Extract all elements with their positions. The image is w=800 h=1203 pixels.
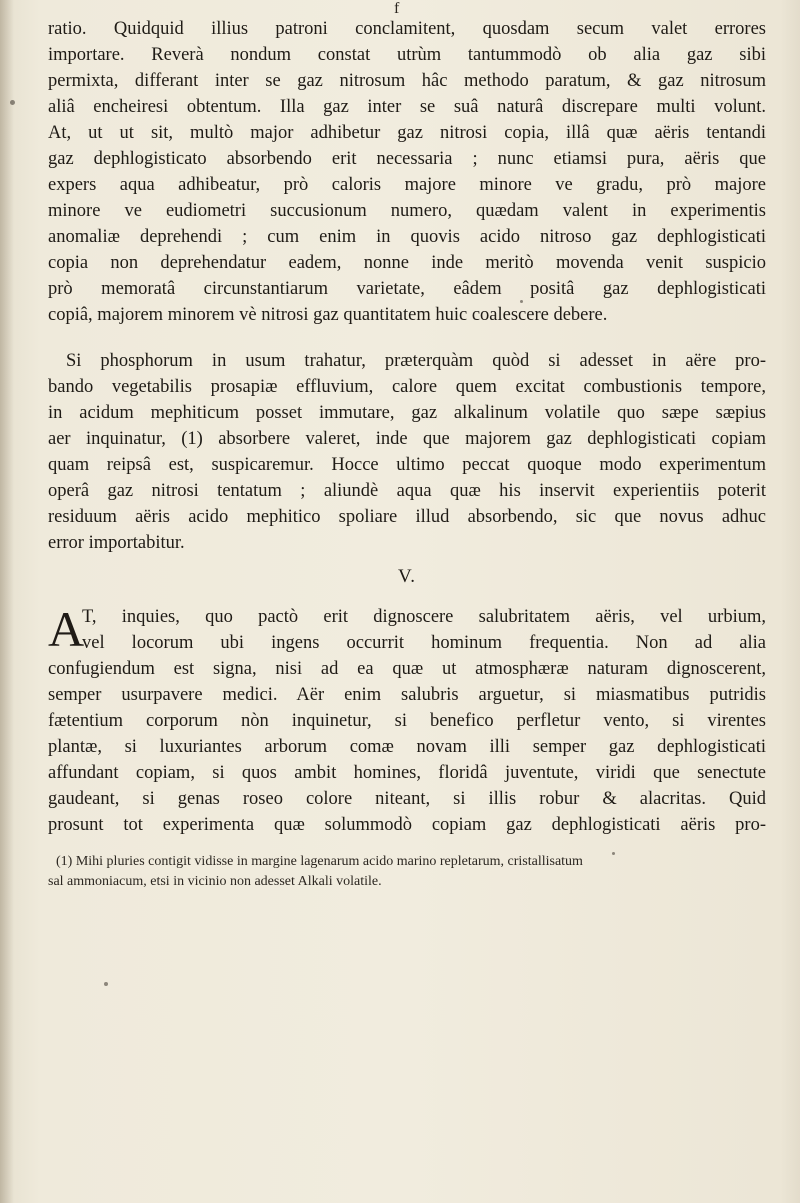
text-line: copiâ, majorem minorem vè nitrosi gaz quantitatem huic coalescere debere. [48, 305, 608, 325]
text-line: Si phosphorum in usum trahatur, præterquàm quòd si adesset in aëre pro- [66, 351, 766, 371]
text-line: T, inquies, quo pactò erit dignoscere salubritatem aëris, vel urbium, [82, 607, 766, 627]
text-line: aer inquinatur, (1) absorbere valeret, inde que majorem gaz dephlogisticati copiam [48, 429, 766, 449]
text-line: permixta, differant inter se gaz nitrosum hâc methodo paratum, & gaz nitrosum [48, 71, 766, 91]
text-line: residuum aëris acido mephitico spoliare illud absorbendo, sic que novus adhuc [48, 507, 766, 527]
section-heading: V. [397, 566, 417, 587]
page-mark: f [394, 0, 400, 17]
paper-speck [612, 852, 615, 855]
text-line: quam reipsâ est, suspicaremur. Hocce ultimo peccat quoque modo experimentum [48, 455, 766, 475]
text-line: gaudeant, si genas roseo colore niteant, si illis robur & alacritas. Quid [48, 789, 766, 809]
text-line: semper usurpavere medici. Aër enim salubris arguetur, si miasmatibus putridis [48, 685, 766, 705]
text-line: vel locorum ubi ingens occurrit hominum frequentia. Non ad alia [82, 633, 766, 653]
text-line: aliâ encheiresi obtentum. Illa gaz inter se suâ naturâ discrepare multi volunt. [48, 97, 766, 117]
text-line: anomaliæ deprehendi ; cum enim in quovis acido nitroso gaz dephlogisticati [48, 227, 766, 247]
text-line: confugiendum est signa, nisi ad ea quæ ut atmosphæræ naturam dignoscerent, [48, 659, 766, 679]
paper-speck [520, 300, 523, 303]
text-line: At, ut ut sit, multò major adhibetur gaz nitrosi copia, illâ quæ aëris tentandi [48, 123, 766, 143]
text-line: error importabitur. [48, 533, 185, 553]
drop-cap: A [48, 601, 85, 657]
text-line: plantæ, si luxuriantes arborum comæ novam illi semper gaz dephlogisticati [48, 737, 766, 757]
binding-shadow [0, 0, 14, 1203]
text-line: fætentium corporum nòn inquinetur, si benefico perfletur vento, si virentes [48, 711, 766, 731]
paper-speck [10, 100, 15, 105]
text-line: in acidum mephiticum posset immutare, gaz alkalinum volatile quo sæpe sæpius [48, 403, 766, 423]
footnote-line: (1) Mihi pluries contigit vidisse in margine lagenarum acido marino repletarum, cristallisatum [56, 854, 583, 869]
text-line: affundant copiam, si quos ambit homines, floridâ juventute, viridi que senectute [48, 763, 766, 783]
text-line: importare. Reverà nondum constat utrùm tantummodò ob alia gaz sibi [48, 45, 766, 65]
text-line: ratio. Quidquid illius patroni conclamitent, quosdam secum valet errores [48, 19, 766, 39]
text-line: copia non deprehendatur eadem, nonne inde meritò movenda venit suspicio [48, 253, 766, 273]
text-line: prosunt tot experimenta quæ solummodò copiam gaz dephlogisticati aëris pro- [48, 815, 766, 835]
text-line: minore ve eudiometri succusionum numero, quædam valent in experimentis [48, 201, 766, 221]
paper-speck [104, 982, 108, 986]
text-line: prò memoratâ circunstantiarum varietate, eâdem positâ gaz dephlogisticati [48, 279, 766, 299]
text-line: bando vegetabilis prosapiæ effluvium, calore quem excitat combustionis tempore, [48, 377, 766, 397]
text-line: gaz dephlogisticato absorbendo erit necessaria ; nunc etiamsi pura, aëris que [48, 149, 766, 169]
text-line: operâ gaz nitrosi tentatum ; aliundè aqua quæ his inservit experientiis poterit [48, 481, 766, 501]
footnote-line: sal ammoniacum, etsi in vicinio non adesset Alkali volatile. [48, 874, 382, 889]
text-line: expers aqua adhibeatur, prò caloris majore minore ve gradu, prò majore [48, 175, 766, 195]
